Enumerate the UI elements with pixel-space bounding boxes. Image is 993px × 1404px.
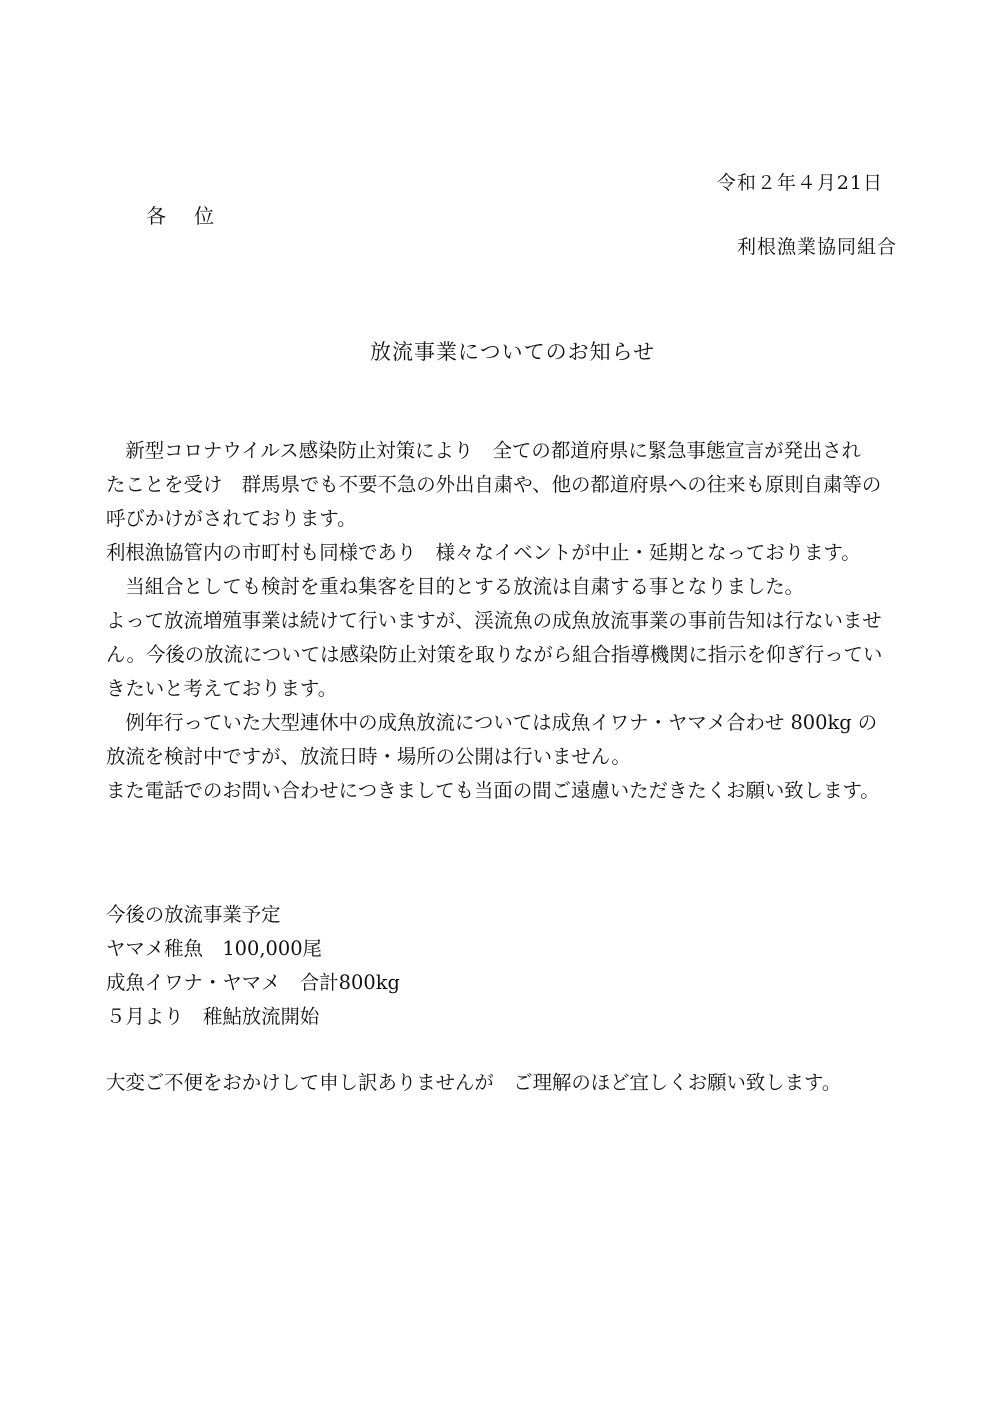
body-text [106,434,896,808]
schedule-heading: 今後の放流事業予定 [106,903,281,926]
body-line: きたいと考えております。 [106,677,338,700]
body-line: 呼びかけがされております。 [106,507,357,530]
closing-line: 大変ご不便をおかけして申し訳ありませんが ご理解のほど宜しくお願い致します。 [106,1071,842,1094]
document-date: 令和２年４月21日 [716,172,883,194]
body-line: たことを受け 群馬県でも不要不急の外出自粛や、他の都道府県への往来も原則自粛等の [106,473,882,496]
document-title: 放流事業についてのお知らせ [370,340,655,364]
body-line: 利根漁協管内の市町村も同様であり 様々なイベントが中止・延期となっております。 [106,541,861,564]
body-line: よって放流増殖事業は続けて行いますが、渓流魚の成魚放流事業の事前告知は行ないませ [106,609,882,632]
body-line: 当組合としても検討を重ね集客を目的とする放流は自粛する事となりました。 [106,575,805,598]
body-line: ん。今後の放流については感染防止対策を取りながら組合指導機関に指示を仰ぎ行ってい [106,643,883,666]
schedule-item: ５月より 稚鮎放流開始 [106,1005,320,1028]
body-line: また電話でのお問い合わせにつきましても当面の間ご遠慮いただきたくお願い致します。 [106,779,880,802]
schedule-item: ヤマメ稚魚 100,000尾 [106,937,322,960]
schedule-item: 成魚イワナ・ヤマメ 合計800kg [106,971,400,994]
body-line: 例年行っていた大型連休中の成魚放流については成魚イワナ・ヤマメ合わせ 800kg の [106,711,878,734]
closing-remark [106,1066,896,1100]
sender-organization: 利根漁業協同組合 [736,236,897,258]
body-line: 新型コロナウイルス感染防止対策により 全ての都道府県に緊急事態宣言が発出され [106,439,862,462]
body-line: 放流を検討中ですが、放流日時・場所の公開は行いません。 [106,745,631,768]
addressee: 各位 [146,204,242,228]
release-schedule [106,898,806,1034]
